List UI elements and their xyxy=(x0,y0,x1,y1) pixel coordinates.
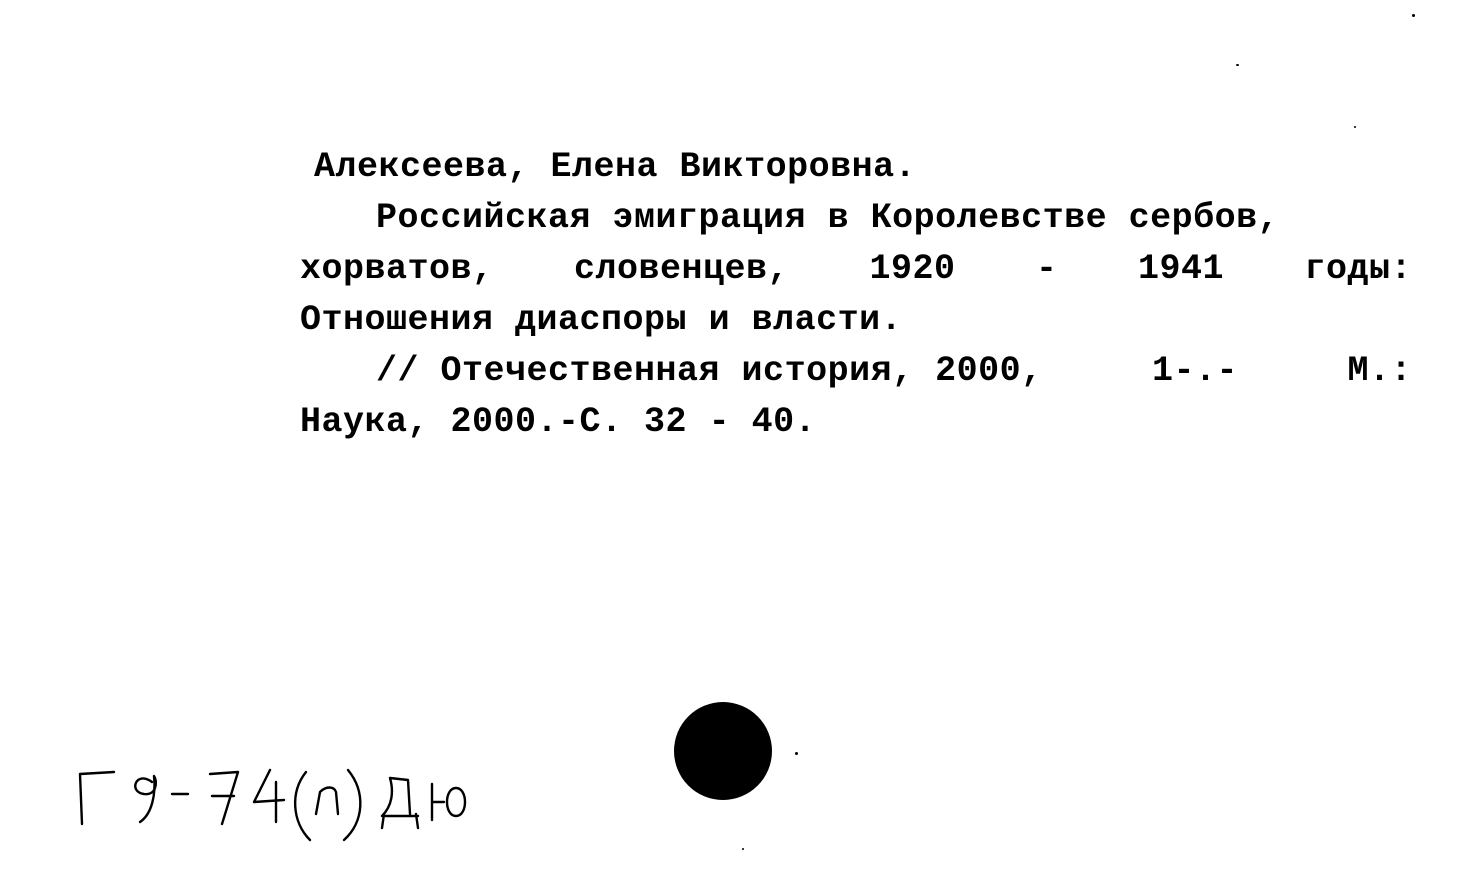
title-word: словенцев, xyxy=(574,249,790,289)
title-word: 1920 xyxy=(869,249,956,289)
scan-speck xyxy=(1236,64,1239,66)
source-issue: 1-.- xyxy=(1152,351,1239,391)
title-line-3: Отношения диаспоры и власти. xyxy=(300,300,903,340)
handwritten-shelf-code xyxy=(72,752,552,852)
title-word: хорватов, xyxy=(300,249,494,289)
scan-speck xyxy=(742,848,744,850)
punch-hole xyxy=(674,702,772,800)
title-word: - xyxy=(1036,249,1058,289)
author-line: Алексеева, Елена Викторовна. xyxy=(314,147,917,187)
scan-speck xyxy=(1354,126,1356,128)
source-place: М.: xyxy=(1347,351,1412,391)
scan-speck xyxy=(1412,14,1415,17)
title-word: 1941 xyxy=(1137,249,1224,289)
bibliographic-record xyxy=(300,142,1412,448)
source-line-2: Наука, 2000.-С. 32 - 40. xyxy=(300,402,817,442)
source-line-1 xyxy=(300,346,1412,397)
scan-speck xyxy=(795,752,798,755)
title-word: годы: xyxy=(1304,249,1412,289)
title-line-2 xyxy=(300,244,1412,295)
title-line-1: Российская эмиграция в Королевстве сербов, xyxy=(376,198,1280,238)
source-journal: // Отечественная история, 2000, xyxy=(376,351,1043,391)
